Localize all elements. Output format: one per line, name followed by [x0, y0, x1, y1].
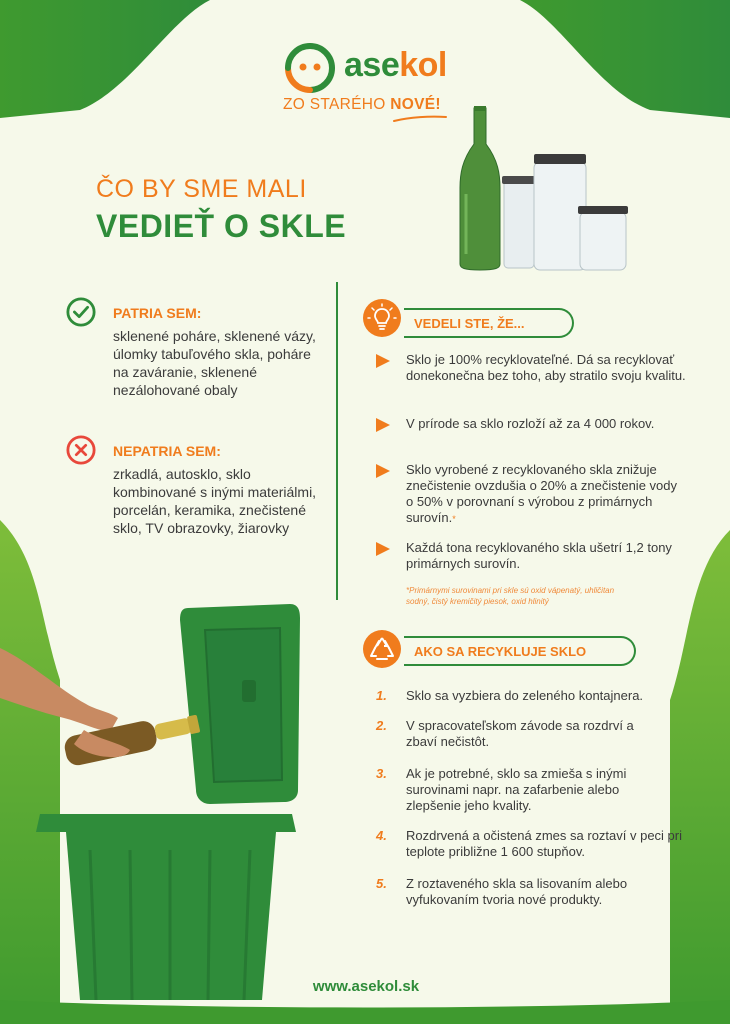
recycling-step [376, 766, 696, 816]
asekol-logo [282, 40, 462, 100]
slogan: ZO STARÉHO NOVÉ! [283, 96, 441, 113]
play-triangle-icon [376, 418, 390, 432]
belongs-heading: PATRIA SEM: [113, 305, 202, 321]
recycling-step [376, 876, 696, 910]
step-number: 5. [376, 876, 387, 891]
check-icon [66, 297, 96, 327]
step-text: Rozdrvená a očistená zmes sa roztaví v peci pri teplote približne 1 600 stupňov. [406, 828, 683, 859]
glass-containers-illustration [456, 104, 636, 274]
column-divider [336, 282, 338, 600]
play-triangle-icon [376, 542, 390, 556]
fact-item [376, 416, 686, 450]
step-number: 1. [376, 688, 387, 703]
fact-text: Každá tona recyklovaného skla ušetrí 1,2 tony primárnych surovín. [406, 540, 672, 571]
step-text: V spracovateľskom závode sa rozdrví a zbaví nečistôt. [406, 718, 634, 749]
lightbulb-icon [362, 298, 402, 338]
slogan-underline [392, 114, 448, 124]
not-belongs-text: zrkadlá, autosklo, sklo kombinované s inými materiálmi, porcelán, keramika, znečistené sklo, TV obrazovky, žiarovky [113, 466, 317, 536]
footnote-mark: * [452, 514, 456, 524]
recycling-step [376, 688, 696, 706]
fact-item [376, 540, 686, 574]
fact-text: Sklo je 100% recyklovateľné. Dá sa recyklovať donekonečna bez toho, aby stratilo svoju kvalitu. [406, 352, 686, 383]
recycling-step [376, 718, 696, 752]
step-number: 3. [376, 766, 387, 781]
recycle-logo-icon [282, 40, 338, 96]
step-number: 2. [376, 718, 387, 733]
facts-footnote: *Primárnymi surovinami pri skle sú oxid vápenatý, uhličitan sodný, čistý kremičitý piesok, oxid hlinitý [406, 586, 615, 606]
fact-text: Sklo vyrobené z recyklovaného skla znižuje znečistenie ovzdušia o 20% a znečistenie vody o 50% v porovnaní s výrobou z primárnych surovín.* [406, 462, 677, 525]
not-belongs-heading: NEPATRIA SEM: [113, 443, 221, 459]
fact-item [376, 352, 686, 402]
page-title-line2: VEDIEŤ O SKLE [96, 208, 347, 244]
website-link[interactable]: www.asekol.sk [312, 978, 420, 995]
step-text: Z roztaveného skla sa lisovaním alebo vyfukovaním tvoria nové produkty. [406, 876, 628, 907]
recycling-heading: AKO SA RECYKLUJE SKLO [404, 636, 636, 666]
page-title-line1: ČO BY SME MALI [96, 175, 307, 203]
facts-heading: VEDELI STE, ŽE... [404, 308, 574, 338]
play-triangle-icon [376, 464, 390, 478]
play-triangle-icon [376, 354, 390, 368]
green-bin-illustration [0, 600, 320, 1000]
recycling-step [376, 828, 696, 862]
logo-wordmark: asekol [344, 46, 447, 84]
fact-text: V prírode sa sklo rozloží až za 4 000 rokov. [406, 416, 655, 431]
recycle-icon [362, 629, 402, 669]
step-text: Sklo sa vyzbiera do zeleného kontajnera. [406, 688, 644, 703]
cross-icon [66, 435, 96, 465]
fact-item [376, 462, 686, 528]
belongs-text: sklenené poháre, sklenené vázy, úlomky tabuľového skla, poháre na zaváranie, sklenené nezálohované obaly [113, 328, 316, 398]
step-number: 4. [376, 828, 387, 843]
step-text: Ak je potrebné, sklo sa zmieša s inými surovinami napr. na zafarbenie alebo zlepšenie jeho kvality. [406, 766, 627, 813]
